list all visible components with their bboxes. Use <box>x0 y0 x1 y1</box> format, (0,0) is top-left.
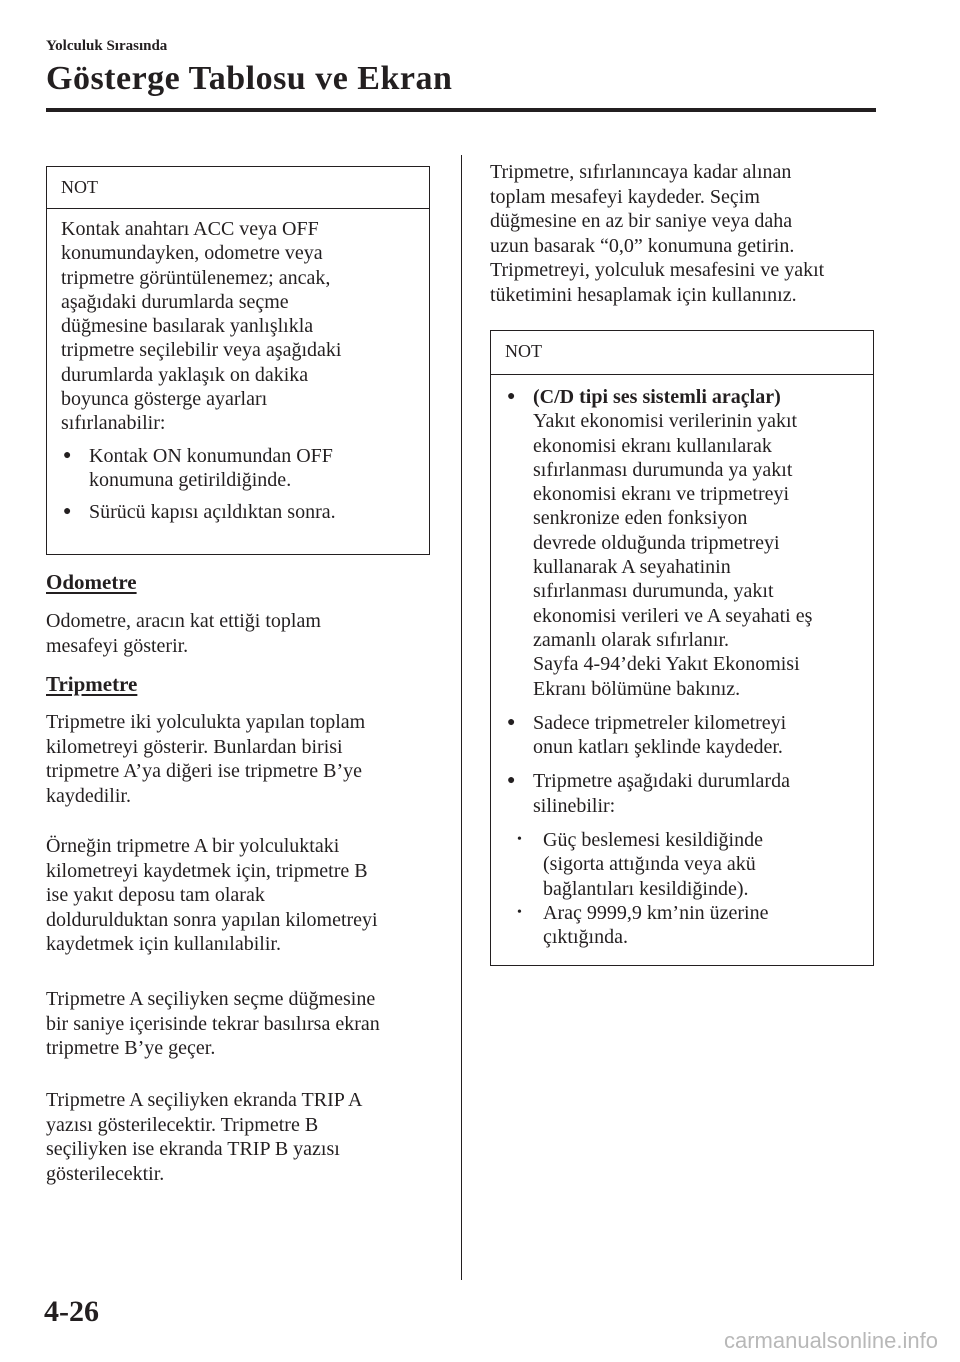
text-line: tripmetre A’ya diğeri ise tripmetre B’ye <box>46 760 363 782</box>
bullet-line: Yakıt ekonomisi verilerinin yakıt <box>533 410 798 433</box>
bullet-line: Ekranı bölümüne bakınız. <box>533 677 741 700</box>
paragraph <box>46 710 438 808</box>
note-line: tripmetre seçilebilir veya aşağıdaki <box>61 339 342 362</box>
note-line: tripmetre görüntülenemez; ancak, <box>61 266 331 289</box>
note-label: NOT <box>491 331 873 375</box>
text-line: doldurulduktan sonra yapılan kilometreyi <box>46 908 378 931</box>
note-line: düğmesine basılarak yanlışlıkla <box>61 315 314 338</box>
bullet-title: (C/D tipi ses sistemli araçlar) <box>533 386 781 408</box>
text-line: Odometre, aracın kat ettiği toplam <box>46 610 321 632</box>
text-line: gösterilecektir. <box>46 1162 165 1185</box>
note-sub-bullet <box>505 901 859 950</box>
bullet-line: Kontak ON konumundan OFF <box>89 444 333 467</box>
text-line: kilometreyi kaydetmek için, tripmetre B <box>46 859 368 882</box>
bullet-icon: ● <box>63 504 72 520</box>
bullet-icon: ● <box>507 714 516 730</box>
text-line: tüketimini hesaplamak için kullanınız. <box>490 283 797 306</box>
odometre-heading: Odometre <box>46 570 137 594</box>
text-line: Tripmetre iki yolculukta yapılan toplam <box>46 711 366 733</box>
note-body <box>47 209 429 535</box>
paragraph <box>46 834 438 957</box>
text-line: yazısı gösterilecektir. Tripmetre B <box>46 1113 319 1136</box>
paragraph <box>46 987 438 1061</box>
bullet-line: sıfırlanması durumunda ya yakıt <box>533 458 793 481</box>
note-bullet <box>505 385 859 701</box>
bullet-line: onun katları şeklinde kaydeder. <box>533 736 783 759</box>
section-label: Yolculuk Sırasında <box>46 38 168 54</box>
bullet-line: zamanlı olarak sıfırlanır. <box>533 628 730 651</box>
text-line: uzun basarak “0,0” konumuna getirin. <box>490 234 795 257</box>
note-sub-bullet <box>505 828 859 901</box>
note-line: Kontak anahtarı ACC veya OFF <box>61 218 319 240</box>
bullet-line: Sayfa 4-94’deki Yakıt Ekonomisi <box>533 653 800 676</box>
sub-bullet-line: çıktığında. <box>543 926 628 949</box>
text-line: toplam mesafeyi kaydeder. Seçim <box>490 185 760 208</box>
bullet-icon: ● <box>507 389 516 404</box>
text-line: Örneğin tripmetre A bir yolculuktaki <box>46 835 340 857</box>
paragraph <box>46 1088 438 1186</box>
bullet-icon: ● <box>507 773 516 789</box>
text-line: kaydetmek için kullanılabilir. <box>46 933 281 955</box>
text-line: mesafeyi gösterir. <box>46 634 189 657</box>
text-line: kaydedilir. <box>46 784 131 807</box>
text-line: seçiliyken ise ekranda TRIP B yazısı <box>46 1138 340 1160</box>
note-body <box>491 375 873 960</box>
text-line: Tripmetreyi, yolculuk mesafesini ve yakıt <box>490 259 825 281</box>
note-box-right <box>490 330 874 966</box>
note-label: NOT <box>47 167 429 209</box>
intro-paragraph <box>490 160 880 307</box>
bullet-line: Sadece tripmetreler kilometreyi <box>533 711 787 734</box>
text-line: ise yakıt deposu tam olarak <box>46 884 265 906</box>
tripmetre-heading: Tripmetre <box>46 672 138 696</box>
text-line: Tripmetre A seçiliyken seçme düğmesine <box>46 988 376 1010</box>
note-line: konumundayken, odometre veya <box>61 242 323 265</box>
bullet-line: senkronize eden fonksiyon <box>533 507 748 530</box>
text-line: Tripmetre A seçiliyken ekranda TRIP A <box>46 1089 363 1111</box>
text-line: tripmetre B’ye geçer. <box>46 1037 216 1059</box>
sub-bullet-line: (sigorta attığında veya akü <box>543 853 756 876</box>
note-line: durumlarda yaklaşık on dakika <box>61 363 309 386</box>
bullet-line: ekonomisi verileri ve A seyahati eş <box>533 604 813 627</box>
note-line: aşağıdaki durumlarda seçme <box>61 290 289 313</box>
sub-bullet-line: Güç beslemesi kesildiğinde <box>543 829 763 852</box>
bullet-line: Tripmetre aşağıdaki durumlarda <box>533 770 790 793</box>
sub-bullet-line: bağlantıları kesildiğinde). <box>543 877 749 900</box>
bullet-line: sıfırlanması durumunda, yakıt <box>533 580 774 603</box>
bullet-line: Sürücü kapısı açıldıktan sonra. <box>89 501 336 524</box>
sub-bullet-line: Araç 9999,9 km’nin üzerine <box>543 901 769 924</box>
page-title: Gösterge Tablosu ve Ekran <box>46 60 453 97</box>
bullet-line: silinebilir: <box>533 794 616 817</box>
text-line: kilometreyi gösterir. Bunlardan birisi <box>46 735 343 758</box>
note-bullet <box>61 444 415 493</box>
bullet-line: kullanarak A seyahatinin <box>533 556 731 579</box>
page-number: 4-26 <box>44 1295 99 1328</box>
note-box-left <box>46 166 430 555</box>
column-divider <box>461 155 462 1280</box>
bullet-line: devrede olduğunda tripmetreyi <box>533 531 780 554</box>
note-line: sıfırlanabilir: <box>61 412 166 435</box>
bullet-icon: ● <box>63 447 72 463</box>
watermark: carmanualsonline.info <box>723 1328 938 1353</box>
sub-bullet-icon: • <box>517 832 522 848</box>
title-rule <box>46 108 876 112</box>
bullet-line: ekonomisi ekranı ve tripmetreyi <box>533 483 790 506</box>
text-line: düğmesine en az bir saniye veya daha <box>490 210 793 232</box>
note-bullet <box>61 500 415 524</box>
sub-bullet-icon: • <box>517 904 522 920</box>
note-line: boyunca gösterge ayarları <box>61 388 268 411</box>
odometre-text <box>46 609 438 658</box>
text-line: Tripmetre, sıfırlanıncaya kadar alınan <box>490 161 792 183</box>
note-bullet <box>505 711 859 760</box>
bullet-line: konumuna getirildiğinde. <box>89 468 292 491</box>
note-bullet <box>505 769 859 818</box>
bullet-line: ekonomisi ekranı kullanılarak <box>533 434 772 457</box>
text-line: bir saniye içerisinde tekrar basılırsa ekran <box>46 1012 380 1035</box>
